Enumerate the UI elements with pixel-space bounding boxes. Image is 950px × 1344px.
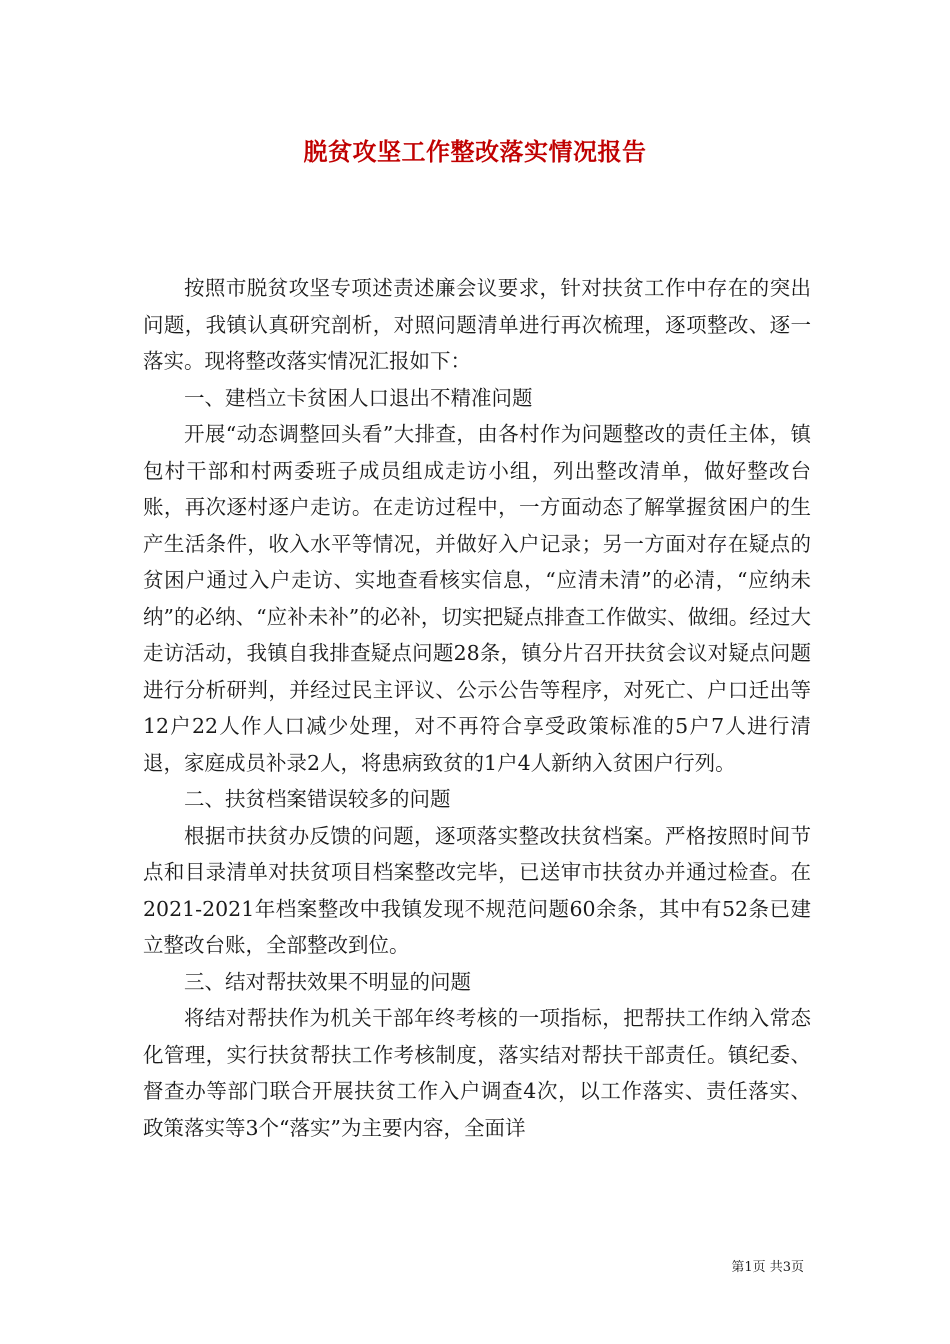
paragraph-section-2: 根据市扶贫办反馈的问题，逐项落实整改扶贫档案。严格按照时间节点和目录清单对扶贫项目档案整改完毕，已送审市扶贫办并通过检查。在2021-2021年档案整改中我镇发现不规范问题60余条，其中有52条已建立整改台账，全部整改到位。 [143,823,811,957]
section-heading-1: 一、建档立卡贫困人口退出不精准问题 [184,385,533,410]
document-title: 脱贫攻坚工作整改落实情况报告 [303,137,647,166]
document-body [143,270,811,1146]
paragraph-section-3: 将结对帮扶作为机关干部年终考核的一项指标，把帮扶工作纳入常态化管理，实行扶贫帮扶工作考核制度，落实结对帮扶干部责任。镇纪委、督查办等部门联合开展扶贫工作入户调查4次，以工作落实、责任落实、政策落实等3个“落实”为主要内容，全面详 [143,1006,811,1140]
section-heading-2: 二、扶贫档案错误较多的问题 [184,787,451,811]
section-heading-3: 三、结对帮扶效果不明显的问题 [184,969,471,994]
paragraph-intro: 按照市脱贫攻坚专项述责述廉会议要求，针对扶贫工作中存在的突出问题，我镇认真研究剖析，对照问题清单进行再次梳理，逐项整改、逐一落实。现将整改落实情况汇报如下： [143,276,811,373]
page-number: 第1页 共3页 [731,1260,804,1275]
paragraph-section-1: 开展“动态调整回头看”大排查，由各村作为问题整改的责任主体，镇包村干部和村两委班子成员组成走访小组，列出整改清单，做好整改台账，再次逐村逐户走访。在走访过程中，一方面动态了解掌握贫困户的生产生活条件，收入水平等情况，并做好入户记录；另一方面对存在疑点的贫困户通过入户走访、实地查看核实信息，“应清未清”的必清，“应纳未纳”的必纳、“应补未补”的必补，切实把疑点排查工作做实、做细。经过大走访活动，我镇自我排查疑点问题28条，镇分片召开扶贫会议对疑点问题进行分析研判，并经过民主评议、公示公告等程序，对死亡、户口迁出等12户22人作人口减少处理，对不再符合享受政策标准的5户7人进行清退，家庭成员补录2人，将患病致贫的1户4人新纳入贫困户行列。 [143,422,811,775]
